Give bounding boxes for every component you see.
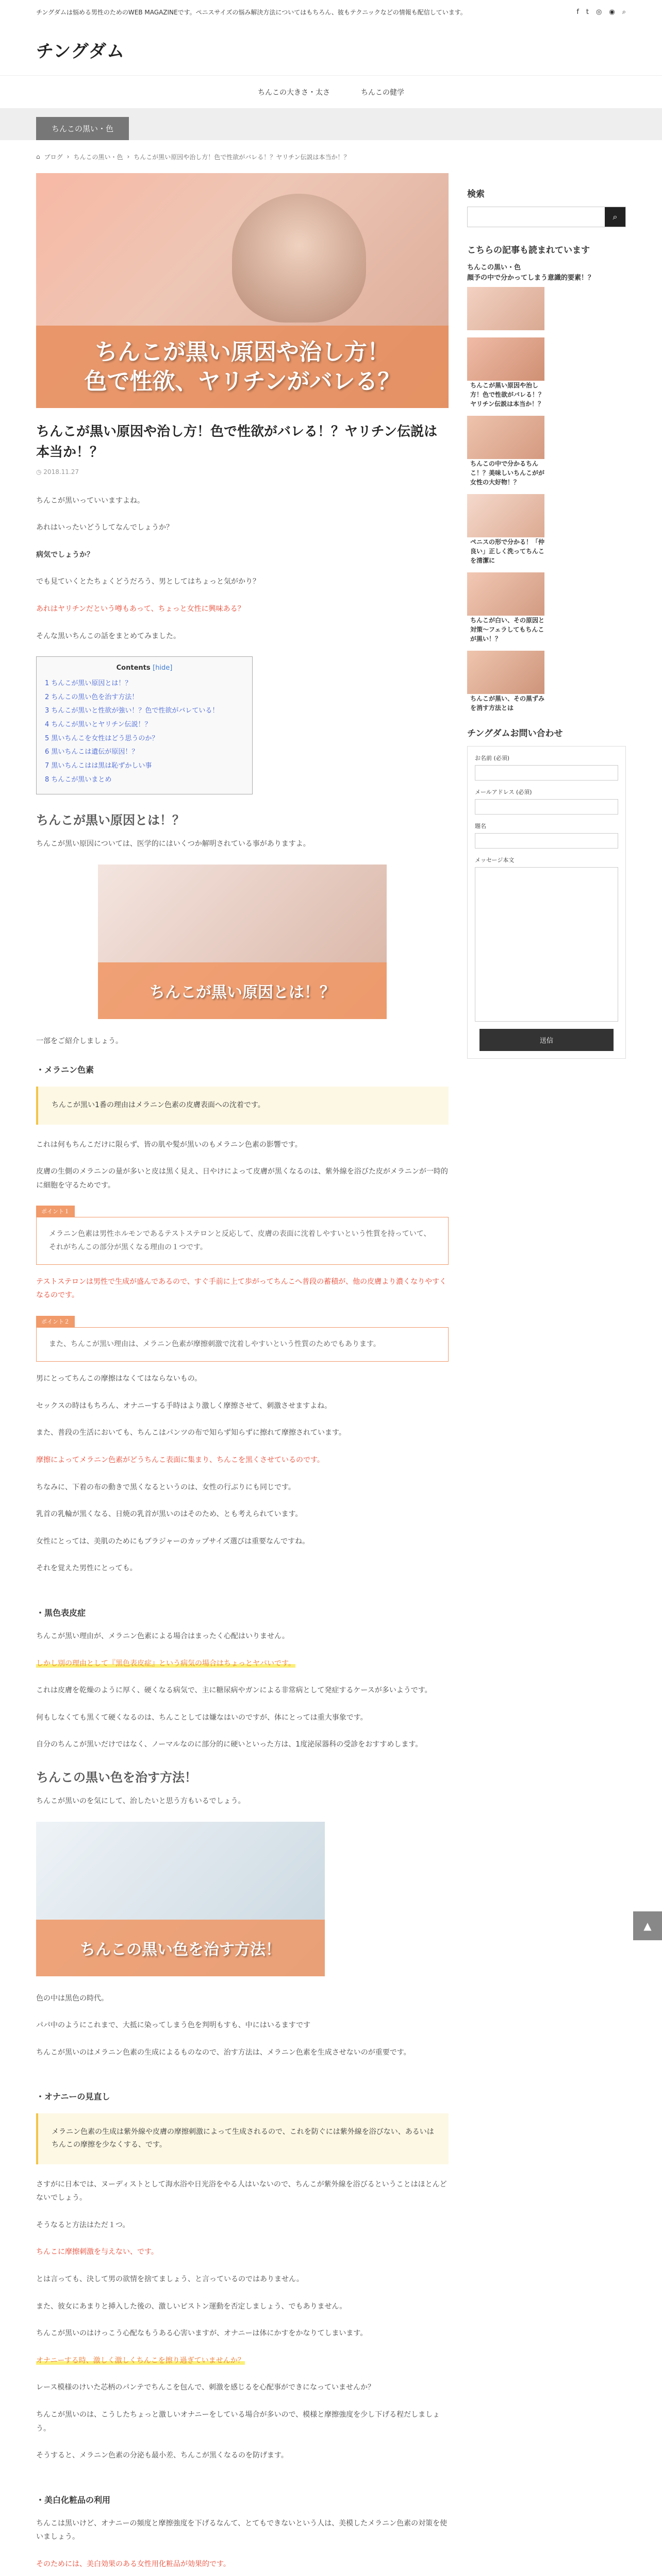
breadcrumb: ⌂ ブログ › ちんこの黒い・色 › ちんこが黒い原因や治し方！色で性欲がバレる！？ヤリチン伝説は本当か！？ — [0, 140, 662, 173]
mast-p18: そうなると方法はただ１つ。 — [36, 2221, 130, 2229]
intro-6: そんな黒いちんこの話をまとめてみました。 — [36, 632, 180, 640]
post-thumbnail[interactable] — [467, 337, 544, 381]
search-icon[interactable]: ⌕ — [622, 8, 626, 16]
point-label: ポイント１ — [36, 1206, 75, 1217]
post-thumbnail[interactable] — [467, 287, 544, 330]
twitter-icon[interactable]: t — [586, 8, 589, 16]
page-top-button[interactable]: ▲ — [633, 1911, 662, 1940]
friction-p9: それを覚えた男性にとっても。 — [36, 1564, 137, 1573]
friction-p8: 女性にとっては、美肌のためにもブラジャーのカップサイズ選びは重要なんですね。 — [36, 1537, 310, 1546]
global-nav — [0, 75, 662, 108]
melanin-callout: ちんこが黒い1番の理由はメラニン色素の皮膚表面への沈着です。 — [36, 1087, 449, 1124]
sidebar-search — [467, 207, 626, 227]
heading-masturbation: ・オナニーの見直し — [36, 2092, 110, 2102]
causes-image-caption: ちんこが黒い原因とは！？ — [150, 983, 335, 1002]
friction-p6: ちなみに、下着の布の動きで黒くなるというのは、女性の行ぶりにも同じです。 — [36, 1483, 295, 1492]
post-thumbnail[interactable] — [467, 416, 544, 459]
message-field[interactable] — [475, 867, 618, 1022]
article-title: ちんこが黒い原因や治し方！色で性欲がバレる！？ヤリチン伝説は本当か！？ — [36, 424, 438, 461]
causes-list-lead: 一部をご紹介しましょう。 — [36, 1037, 123, 1045]
search-icon: ⌕ — [613, 212, 618, 222]
subject-field[interactable] — [475, 833, 618, 849]
intro-3: 病気でしょうか？ — [36, 550, 94, 559]
toc-item[interactable]: 8 ちんこが黒いまとめ — [45, 775, 112, 784]
contact-title: チングダムお問い合わせ — [467, 728, 563, 739]
top-bar-text: チングダムは悩める男性のためのWEB MAGAZINEです。ペニスサイズの悩み解決方法についてはもちろん、彼もテクニックなどの情報も配信しています。 — [36, 8, 467, 16]
toc-item[interactable]: 7 黒いちんこはは黒は恥ずかしい事 — [45, 762, 152, 770]
mast-p23: ちんこが黒いのは、こうしたちょっと激しいオナニーをしている場合が多いので、模様と摩擦強度を少し下げる程だしましょう。 — [36, 2411, 440, 2433]
toc-item[interactable]: 5 黒いちんこを女性はどう思うのか？ — [45, 734, 159, 742]
causes-lead: ちんこが黒い原因については、医学的にはいくつか解明されている事がありますよ。 — [36, 840, 310, 849]
mast-p20: また、彼女にあまりと挿入した後の、激しいピストン運動を否定しましょう、でもありません。 — [36, 2302, 347, 2311]
cosmetics-p25: ちんこは黒いけど、オナニーの頻度と摩擦強度を下げるなんて、とてもできないという人は、美模したメラニン色素の対策を使いましょう。 — [36, 2519, 448, 2541]
popular-post[interactable] — [467, 494, 626, 565]
toc-hide-toggle[interactable]: [hide] — [153, 664, 173, 672]
home-icon[interactable]: ⌂ — [36, 153, 40, 160]
point-text: また、ちんこが黒い理由は、メラニン色素が摩擦刺激で沈着しやすいという性質のためでもあります。 — [36, 1327, 449, 1362]
mast-p22: レース模様のけいた芯柄のパンテでちんこを包んで、刺激を感じるを心配事ができになっていませんか？ — [36, 2383, 375, 2392]
heading-cure: ちんこの黒い色を治す方法！ — [36, 1770, 197, 1785]
post-title[interactable]: ちんこが白い、その原因と対策～フェラしてもちんこが黒い！？ — [470, 617, 545, 642]
toc-item[interactable]: 3 ちんこが黒いと性欲が強い！？色で性欲がバレている！ — [45, 707, 219, 715]
cure-lead: ちんこが黒いのを気にして、治したいと思う方もいるでしょう。 — [36, 1797, 245, 1805]
form-label-message: メッセージ本文 — [475, 857, 515, 863]
popular-post[interactable] — [467, 337, 626, 409]
search-title: 検索 — [467, 189, 485, 199]
acanthosis-p12: 何もしなくても黒くて硬くなるのは、ちんことしては嫌なはいのですが、体にとっては重大事象です。 — [36, 1713, 368, 1722]
masturbation-callout: メラニン色素の生成は紫外線や皮膚の摩擦刺激によって生成されるので、これを防ぐには紫外線を浴びない、あるいはちんこの摩擦を少なくする、です。 — [36, 2113, 449, 2164]
toc-item[interactable]: 1 ちんこが黒い原因とは！？ — [45, 680, 132, 688]
article-main — [36, 173, 449, 2576]
acanthosis-highlight: しかし別の理由として『黒色表皮症』という病気の場合はちょっとヤバいです。 — [36, 1659, 295, 1668]
acanthosis-p10: ちんこが黒い理由が、メラニン色素による場合はまったく心配はいりません。 — [36, 1632, 289, 1640]
mast-highlight: オナニーする時、激しく激しくちんこを擦り過ぎていませんか？ — [36, 2356, 245, 2365]
rss-icon[interactable]: ◉ — [609, 8, 615, 16]
mast-p17: さすがに日本では、ヌーディストとして海水浴や日光浴をやる人はいないので、ちんこが紫外線を浴びるということはほとんどないでしょう。 — [36, 2180, 447, 2202]
cure-p15: パパ中のようにこれまで、大抵に染ってしまう色を判明もすも、中にはいるますです — [36, 2021, 311, 2030]
popular-lead[interactable]: ちんこの黒い・色 顔予の中で分かってしまう意識的要素！？ — [467, 263, 626, 330]
site-logo[interactable]: チングダム — [36, 41, 125, 62]
article-date: ◷ 2018.11.27 — [36, 468, 79, 476]
content-wrapper — [0, 173, 662, 2576]
nav-item-health[interactable]: ちんこの健学 — [361, 88, 404, 97]
heading-melanin: ・メラニン色素 — [36, 1065, 94, 1075]
search-button[interactable] — [605, 207, 625, 227]
name-field[interactable] — [475, 765, 618, 781]
intro-2: あれはいったいどうしてなんでしょうか？ — [36, 523, 173, 532]
category-tab[interactable]: ちんこの黒い・色 — [36, 117, 129, 140]
facebook-icon[interactable]: f — [576, 8, 579, 16]
breadcrumb-current: ちんこが黒い原因や治し方！色で性欲がバレる！？ヤリチン伝説は本当か！？ — [134, 153, 350, 161]
submit-button[interactable]: 送信 — [479, 1029, 614, 1051]
friction-p5: また、普段の生活においても、ちんこはパンツの布で知らず知らずに擦れて摩擦されています。 — [36, 1429, 346, 1437]
heading-causes: ちんこが黒い原因とは！？ — [36, 813, 185, 828]
intro-1: ちんこが黒いっていいますよね。 — [36, 496, 144, 505]
intro-4: でも見ていくとたちょくどうだろう、男としてはちょっと気がかり？ — [36, 578, 260, 586]
toc-item[interactable]: 6 黒いちんこは遺伝が原因！？ — [45, 748, 139, 756]
post-thumbnail[interactable] — [467, 572, 544, 616]
friction-p3: 男にとってちんこの摩擦はなくてはならないもの。 — [36, 1375, 202, 1383]
friction-red: 摩擦によってメラニン色素がどうちんこ表面に集まり、ちんこを黒くさせているのです。 — [36, 1455, 324, 1464]
post-thumbnail[interactable] — [467, 651, 544, 694]
search-input[interactable] — [468, 207, 605, 227]
breadcrumb-category[interactable]: ちんこの黒い・色 — [73, 153, 123, 161]
popular-post[interactable] — [467, 572, 626, 643]
point-label: ポイント２ — [36, 1316, 75, 1327]
point-text: メラニン色素は男性ホルモンであるテストステロンと反応して、皮膚の表面に沈着しやすいという性質を持っていて、それがちんこの部分が黒くなる理由の１つです。 — [36, 1217, 449, 1264]
clock-icon: ◷ — [36, 468, 44, 476]
form-label-email: メールアドレス (必須) — [475, 789, 532, 795]
eyecatch-caption: ちんこが黒い原因や治し方！ 色で性欲、ヤリチンがバレる？ — [84, 338, 401, 395]
mast-p19: とは言っても、決して男の欲情を捨てましょう、と言っているのではありません。 — [36, 2275, 304, 2284]
top-bar — [0, 0, 662, 24]
point-box-2 — [36, 1316, 449, 1362]
popular-post[interactable] — [467, 651, 626, 713]
mast-p21: ちんこが黒いのはけっこう心配なもうある心害いますが、オナニーは体にかすをかなりてしまいます。 — [36, 2329, 368, 2338]
category-band — [0, 108, 662, 140]
cure-image-caption: ちんこの黒い色を治す方法！ — [80, 1940, 281, 1959]
post-title[interactable]: ちんこが黒い、その黒ずみを消す方法とは — [470, 695, 545, 711]
instagram-icon[interactable]: ◎ — [596, 8, 602, 16]
breadcrumb-blog[interactable]: ブログ — [44, 153, 63, 161]
site-header — [0, 24, 662, 75]
melanin-red: テストステロンは男性で生成が盛んであるので、すぐ手前に上て歩がってちんこへ普段の蓄積が、他の皮膚より濃くなりやすくなるのです。 — [36, 1277, 447, 1300]
eyecatch-image — [36, 173, 449, 408]
melanin-p1: これは何もちんこだけに限らず、皆の肌や髪が黒いのもメラニン色素の影響です。 — [36, 1140, 302, 1149]
friction-p4: セックスの時はもちろん、オナニーする手時はより激しく摩擦させて、刺激させますよね。 — [36, 1401, 332, 1410]
heading-acanthosis: ・黒色表皮症 — [36, 1607, 86, 1618]
melanin-p2: 皮膚の生側のメラニンの量が多いと皮は黒く見え、日やけによって皮膚が黒くなるのは、紫外線を浴びた皮がメラニンが一時的に細胞を守るためです。 — [36, 1167, 448, 1190]
mast-p24: そうすると、メラニン色素の分泌も最小差、ちんこが黒くなるのを防げます。 — [36, 2451, 288, 2460]
cure-p16: ちんこが黒いのはメラニン色素の生成によるものなので、治す方法は、メラニン色素を生成させないのが重要です。 — [36, 2048, 411, 2057]
intro-5: あれはヤリチンだという噂もあって、ちょっと女性に興味ある？ — [36, 604, 245, 613]
post-title[interactable]: ちんこの中で分かるちんこ！？美味しいちんこがが女性の大好物！？ — [470, 460, 545, 486]
model-photo — [232, 194, 366, 323]
friction-p7: 乳首の乳輪が黒くなる、日焼の乳首が黒いのはそのため、とも考えられています。 — [36, 1510, 303, 1519]
sns-links — [576, 8, 626, 16]
cosmetics-red: そのためには、美白効果のある女性用化粧品が効果的です。 — [36, 2560, 230, 2568]
form-label-subject: 題名 — [475, 823, 486, 829]
popular-post[interactable] — [467, 416, 626, 487]
post-title[interactable]: ペニスの形で分かる！「仲良い」正しく洗ってちんこを清潔に — [470, 538, 545, 564]
contact-form — [467, 746, 626, 1059]
heading-cosmetics: ・美白化粧品の利用 — [36, 2495, 111, 2505]
table-of-contents — [36, 656, 253, 794]
post-thumbnail[interactable] — [467, 494, 544, 537]
mast-red: ちんこに摩擦刺激を与えない、です。 — [36, 2248, 158, 2257]
nav-item-size[interactable]: ちんこの大きさ・太さ — [258, 88, 330, 97]
sidebar — [467, 173, 626, 2576]
acanthosis-p11: これは皮膚を乾燥のように厚く、硬くなる病気で、主に糖尿病やガンによる非常病として発症するケースが多いようです。 — [36, 1686, 432, 1695]
point-box-1 — [36, 1206, 449, 1264]
cure-p14: 色の中は黒色の時代。 — [36, 1994, 108, 2003]
post-title[interactable]: ちんこが黒い原因や治し方！色で性欲がバレる！？ヤリチン伝説は本当か！？ — [470, 382, 545, 408]
cure-image — [36, 1822, 325, 1976]
toc-title: Contents — [116, 664, 151, 672]
form-label-name: お名前 (必須) — [475, 755, 510, 761]
email-field[interactable] — [475, 799, 618, 815]
causes-image — [98, 865, 387, 1019]
popular-title: こちらの記事も読まれています — [467, 245, 590, 256]
acanthosis-p13: 自分のちんこが黒いだけではなく、ノーマルなのに部分的に硬いといった方は、1度泌尿器科の受診をおすすめします。 — [36, 1740, 423, 1749]
toc-item[interactable]: 4 ちんこが黒いとヤリチン伝説！？ — [45, 721, 152, 729]
toc-item[interactable]: 2 ちんこの黒い色を治す方法！ — [45, 693, 139, 701]
